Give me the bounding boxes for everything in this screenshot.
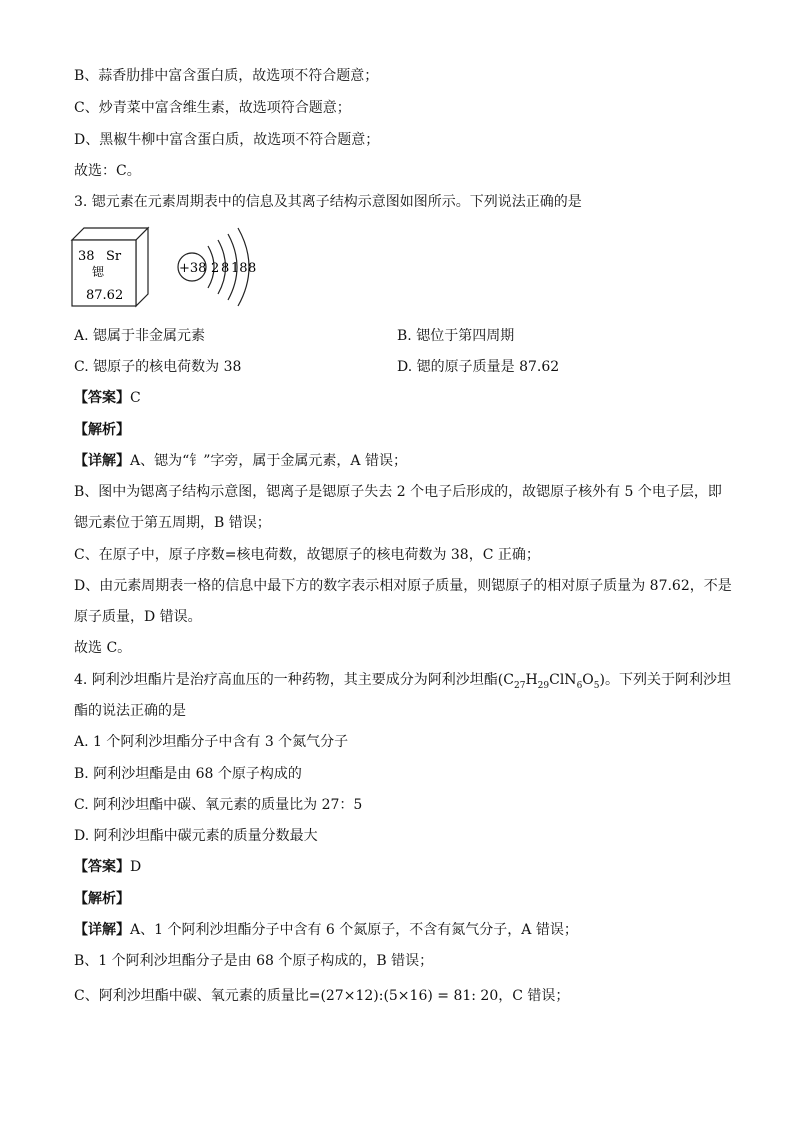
shell-count: 8 [248,261,257,276]
answer-line [74,388,141,408]
element-number: 38 [78,249,95,264]
shell-count: 2 [211,261,220,276]
text-line: C、炒青菜中富含维生素，故选项符合题意； [74,100,351,116]
ion-structure-diagram [178,228,256,306]
option-a: A. 锶属于非金属元素 [74,328,206,344]
answer-tag: 【答案】 [74,859,130,875]
text-line: D、黑椒牛柳中富含蛋白质，故选项不符合题意； [74,132,380,148]
option-d: D. 锶的原子质量是 87.62 [397,359,560,375]
question-3: 3. 锶元素在元素周期表中的信息及其离子结构示意图如图所示。下列说法正确的是 [74,194,582,210]
element-mass: 87.62 [86,288,124,303]
text-line: B、图中为锶离子结构示意图，锶离子是锶原子失去 2 个电子后形成的，故锶原子核外有 5 个电子层，即 [74,484,722,500]
shell-count: 18 [231,261,248,276]
text-line: 故选：C。 [74,163,141,179]
shell-count: 8 [221,261,230,276]
option-b: B. 阿利沙坦酯是由 68 个原子构成的 [74,766,302,782]
text-line: 锶元素位于第五周期，B 错误； [74,515,271,531]
element-symbol: Sr [106,249,122,264]
option-c: C. 阿利沙坦酯中碳、氧元素的质量比为 27：5 [74,797,363,813]
nucleus-charge: +38 [179,261,207,276]
detail-line [74,451,407,471]
text-line: B、1 个阿利沙坦酯分子是由 68 个原子构成的，B 错误； [74,953,434,969]
option-d: D. 阿利沙坦酯中碳元素的质量分数最大 [74,828,318,844]
detail-tag: 【详解】 [74,922,130,938]
text-line: 故选 C。 [74,640,132,656]
detail-text: A、锶为“钅”字旁，属于金属元素，A 错误； [130,453,407,469]
detail-tag: 【详解】 [74,453,130,469]
option-b: B. 锶位于第四周期 [397,328,515,344]
detail-text: A、1 个阿利沙坦酯分子中含有 6 个氮原子，不含有氮气分子，A 错误； [130,922,578,938]
element-name: 锶 [92,265,105,279]
option-a: A. 1 个阿利沙坦酯分子中含有 3 个氮气分子 [74,734,349,750]
analysis-tag: 【解析】 [74,422,130,438]
answer-value: D [130,859,142,875]
answer-value: C [130,390,141,406]
option-c: C. 锶原子的核电荷数为 38 [74,359,242,375]
question-4: 4. 阿利沙坦酯片是治疗高血压的一种药物，其主要成分为阿利沙坦酯$(C_{27}H_{29}ClN_6O_5)$。下列关于阿利沙坦 [74,672,731,691]
answer-line [74,857,141,877]
text-line: D、由元素周期表一格的信息中最下方的数字表示相对原子质量，则锶原子的相对原子质量为 87.62，不是 [74,578,732,594]
text-line: B、蒜香肋排中富含蛋白质，故选项不符合题意； [74,68,379,84]
strontium-figure [70,224,270,310]
text-line: 原子质量，D 错误。 [74,609,202,625]
element-card [72,228,148,306]
formula-line: C、阿利沙坦酯中碳、氧元素的质量比=(27×12):(5×16) = 81: 20，C 错误； [74,988,570,1004]
text-line: C、在原子中，原子序数=核电荷数，故锶原子的核电荷数为 38，C 正确； [74,547,540,563]
detail-line [74,920,578,940]
answer-tag: 【答案】 [74,390,130,406]
text-line: 酯的说法正确的是 [74,703,186,719]
analysis-tag: 【解析】 [74,891,130,907]
